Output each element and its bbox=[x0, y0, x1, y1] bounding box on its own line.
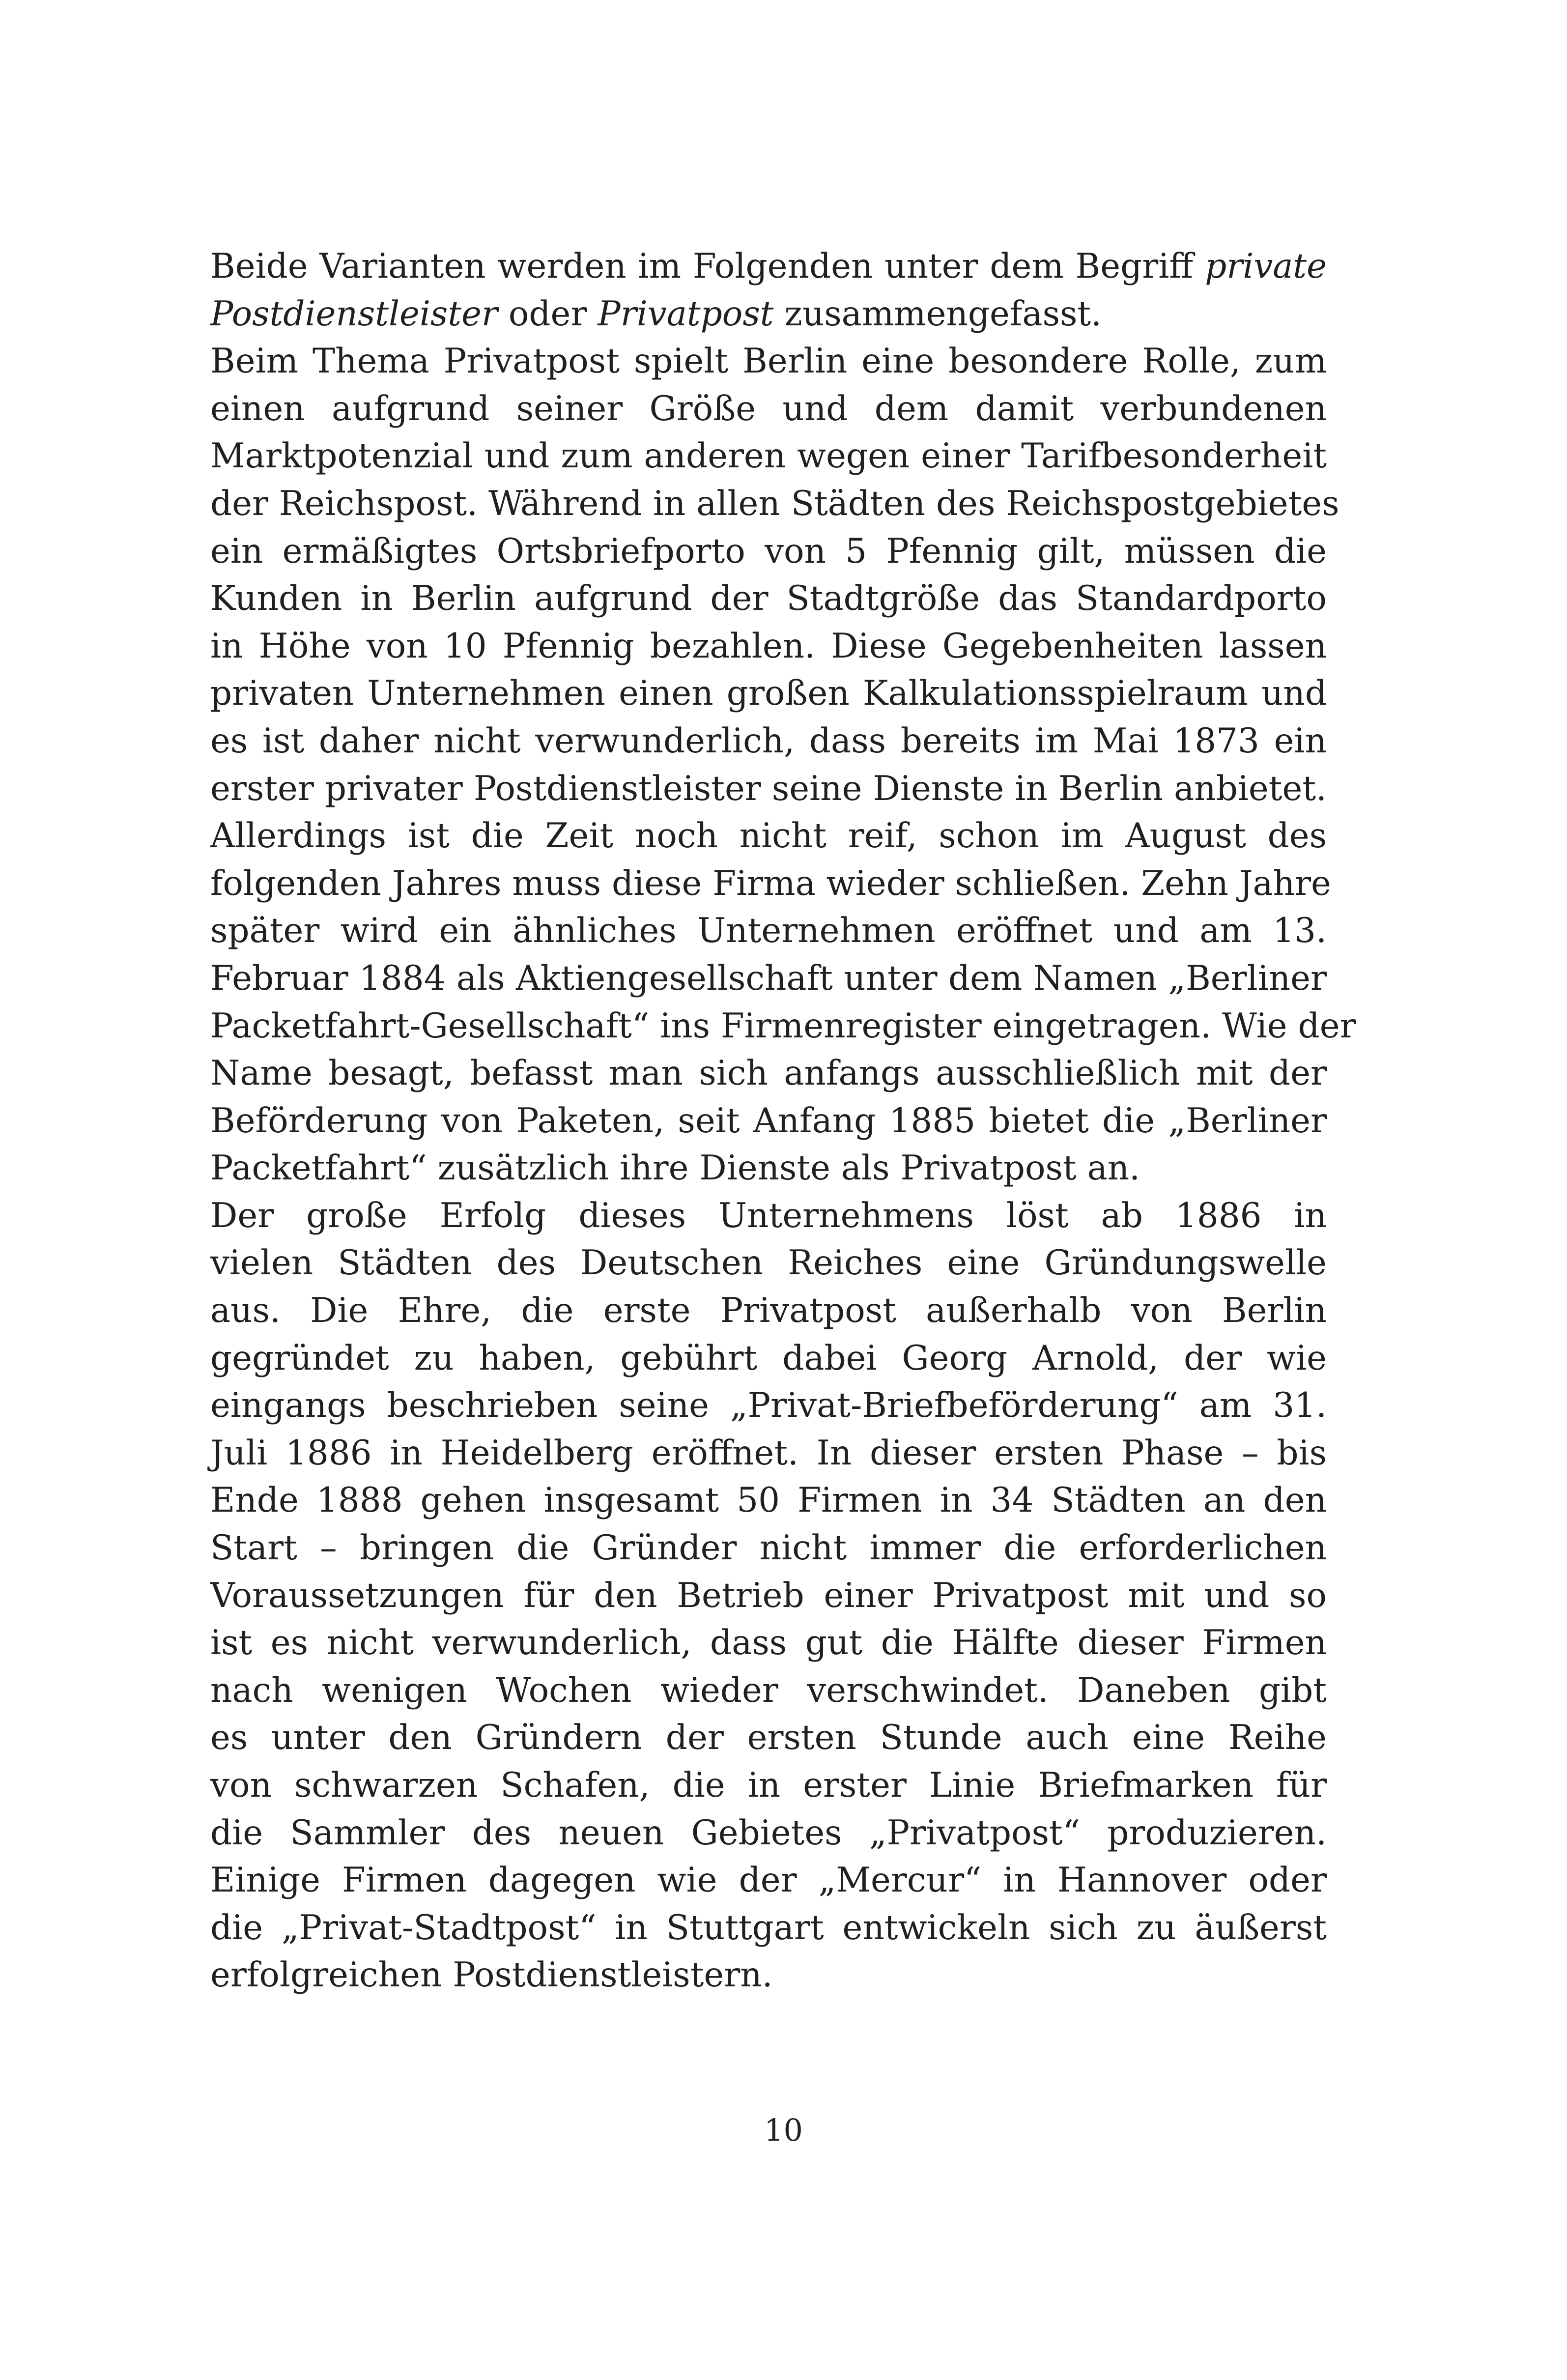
italic-text: private bbox=[1205, 247, 1327, 286]
text-segment: es unter den Gründern der ersten Stunde auch eine Reihe bbox=[210, 1718, 1327, 1758]
text-segment: Juli 1886 in Heidelberg eröffnet. In dieser ersten Phase – bis bbox=[210, 1433, 1327, 1473]
text-line bbox=[210, 1809, 1327, 1857]
text-line bbox=[210, 812, 1327, 860]
text-segment: Start – bringen die Gründer nicht immer die erforderlichen bbox=[210, 1528, 1327, 1568]
text-segment: die „Privat-Stadtpost“ in Stuttgart entwickeln sich zu äußerst bbox=[210, 1908, 1327, 1948]
text-line bbox=[210, 1477, 1327, 1524]
text-line bbox=[210, 1097, 1327, 1145]
text-line bbox=[210, 1287, 1327, 1335]
text-segment: es ist daher nicht verwunderlich, dass bereits im Mai 1873 ein bbox=[210, 721, 1327, 761]
text-line bbox=[210, 1145, 1327, 1192]
text-segment: Beim Thema Privatpost spielt Berlin eine besondere Rolle, zum bbox=[210, 342, 1327, 381]
text-segment: Einige Firmen dagegen wie der „Mercur“ in Hannover oder bbox=[210, 1861, 1327, 1900]
italic-text: Postdienstleister bbox=[210, 294, 498, 334]
paragraph bbox=[210, 338, 1356, 1192]
text-line bbox=[210, 1430, 1327, 1477]
text-segment: privaten Unternehmen einen großen Kalkulationsspielraum und bbox=[210, 674, 1327, 714]
text-line bbox=[210, 385, 1327, 433]
text-segment: gegründet zu haben, gebührt dabei Georg Arnold, der wie bbox=[210, 1338, 1327, 1378]
text-segment: Packetfahrt-Gesellschaft“ ins Firmenregister eingetragen. Wie der bbox=[210, 1006, 1356, 1046]
text-line bbox=[210, 338, 1327, 385]
text-segment: oder bbox=[497, 294, 598, 334]
text-line bbox=[210, 765, 1327, 813]
text-segment: ein ermäßigtes Ortsbriefporto von 5 Pfennig gilt, müssen die bbox=[210, 531, 1327, 571]
text-segment: erster privater Postdienstleister seine Dienste in Berlin anbietet. bbox=[210, 769, 1327, 808]
text-line bbox=[210, 575, 1327, 623]
text-segment: erfolgreichen Postdienstleistern. bbox=[210, 1955, 773, 1995]
text-line bbox=[210, 717, 1327, 765]
text-line bbox=[210, 1904, 1327, 1952]
text-line bbox=[210, 1335, 1327, 1382]
text-line bbox=[210, 528, 1327, 575]
text-segment: folgenden Jahres muss diese Firma wieder schließen. Zehn Jahre bbox=[210, 863, 1331, 903]
text-segment: zusammengefasst. bbox=[773, 294, 1102, 334]
text-segment: Beide Varianten werden im Folgenden unter dem Begriff bbox=[210, 247, 1205, 286]
text-line bbox=[210, 1003, 1356, 1050]
text-segment: später wird ein ähnliches Unternehmen eröffnet und am 13. bbox=[210, 911, 1327, 951]
text-segment: nach wenigen Wochen wieder verschwindet. Daneben gibt bbox=[210, 1670, 1327, 1710]
text-segment: Name besagt, befasst man sich anfangs ausschließlich mit der bbox=[210, 1054, 1327, 1093]
text-line bbox=[210, 1619, 1327, 1667]
text-line bbox=[210, 623, 1327, 670]
paragraph bbox=[210, 1192, 1327, 1999]
text-line bbox=[210, 1714, 1327, 1762]
text-segment: die Sammler des neuen Gebietes „Privatpost“ produzieren. bbox=[210, 1813, 1327, 1853]
text-segment: Ende 1888 gehen insgesamt 50 Firmen in 34 Städten an den bbox=[210, 1481, 1327, 1520]
text-line bbox=[210, 1524, 1327, 1572]
text-line bbox=[210, 955, 1327, 1003]
text-segment: Packetfahrt“ zusätzlich ihre Dienste als Privatpost an. bbox=[210, 1148, 1140, 1188]
text-line bbox=[210, 860, 1331, 908]
text-line bbox=[210, 480, 1339, 528]
text-line bbox=[210, 907, 1327, 955]
text-segment: Allerdings ist die Zeit noch nicht reif, schon im August des bbox=[210, 816, 1327, 856]
text-line bbox=[210, 290, 1327, 338]
text-segment: Marktpotenzial und zum anderen wegen einer Tarifbesonderheit bbox=[210, 436, 1327, 476]
body-text bbox=[210, 243, 1356, 1999]
text-segment: Februar 1884 als Aktiengesellschaft unter dem Namen „Berliner bbox=[210, 958, 1327, 998]
text-segment: in Höhe von 10 Pfennig bezahlen. Diese Gegebenheiten lassen bbox=[210, 626, 1327, 666]
text-line bbox=[210, 1239, 1327, 1287]
text-line bbox=[210, 1857, 1327, 1904]
text-segment: vielen Städten des Deutschen Reiches eine Gründungswelle bbox=[210, 1243, 1327, 1283]
page-number: 10 bbox=[764, 2112, 803, 2148]
text-line bbox=[210, 670, 1327, 717]
text-segment: ist es nicht verwunderlich, dass gut die Hälfte dieser Firmen bbox=[210, 1623, 1327, 1663]
text-line bbox=[210, 1382, 1327, 1430]
text-line bbox=[210, 1951, 1327, 1999]
text-line bbox=[210, 1050, 1327, 1097]
text-segment: Der große Erfolg dieses Unternehmens löst ab 1886 in bbox=[210, 1196, 1327, 1235]
text-segment: einen aufgrund seiner Größe und dem damit verbundenen bbox=[210, 389, 1327, 429]
italic-text: Privatpost bbox=[598, 294, 774, 334]
text-line bbox=[210, 1667, 1327, 1715]
text-segment: Voraussetzungen für den Betrieb einer Privatpost mit und so bbox=[210, 1576, 1327, 1615]
text-segment: eingangs beschrieben seine „Privat-Briefbeförderung“ am 31. bbox=[210, 1386, 1327, 1426]
text-segment: Beförderung von Paketen, seit Anfang 1885 bietet die „Berliner bbox=[210, 1101, 1327, 1141]
paragraph bbox=[210, 243, 1327, 338]
text-line bbox=[210, 243, 1327, 290]
text-line bbox=[210, 432, 1327, 480]
text-segment: von schwarzen Schafen, die in erster Linie Briefmarken für bbox=[210, 1766, 1327, 1805]
text-segment: Kunden in Berlin aufgrund der Stadtgröße das Standardporto bbox=[210, 579, 1327, 619]
text-segment: aus. Die Ehre, die erste Privatpost außerhalb von Berlin bbox=[210, 1291, 1327, 1331]
text-line bbox=[210, 1572, 1327, 1620]
text-segment: der Reichspost. Während in allen Städten des Reichspostgebietes bbox=[210, 484, 1339, 523]
text-line bbox=[210, 1762, 1327, 1809]
text-line bbox=[210, 1192, 1327, 1240]
